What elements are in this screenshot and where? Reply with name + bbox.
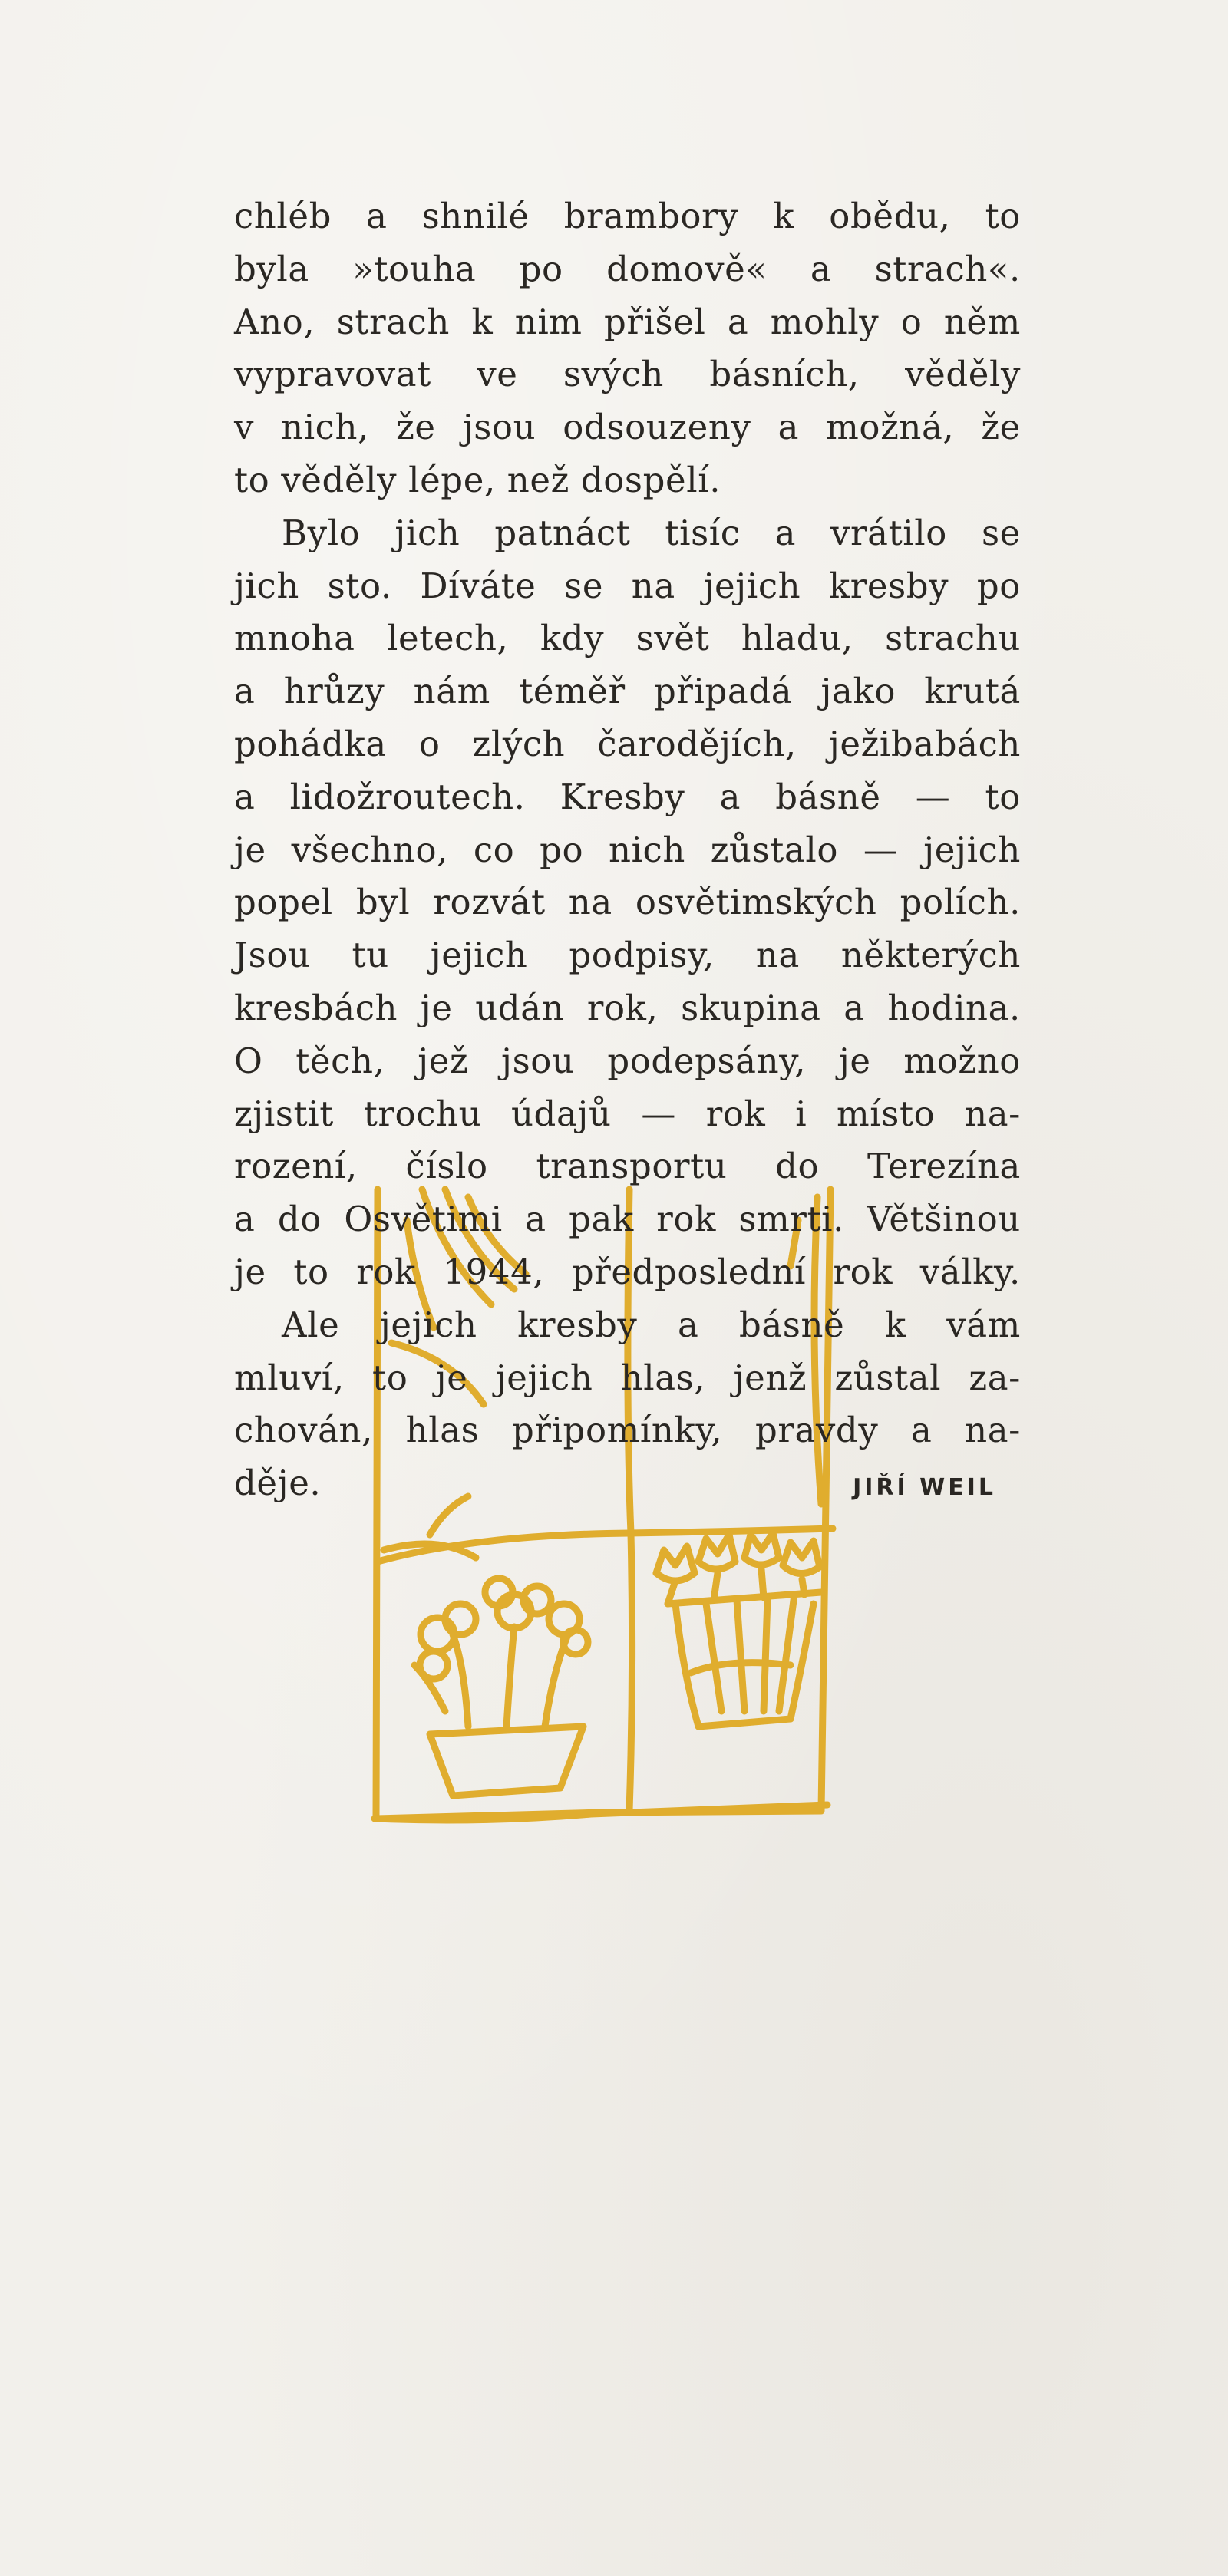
text-line (234, 454, 1021, 507)
word: věděly (905, 354, 1021, 395)
word: brambory (563, 196, 739, 236)
word: možno (903, 1040, 1021, 1081)
text-line (234, 1352, 1021, 1405)
word: těch, (295, 1040, 385, 1081)
word: byla (234, 248, 309, 289)
word: kresbách (234, 987, 398, 1028)
word: podpisy, (569, 935, 715, 976)
word: rok, (586, 987, 659, 1028)
word: kresby (517, 1304, 638, 1345)
word: O (234, 1040, 263, 1081)
word: připomínky, (512, 1410, 723, 1451)
text-line (234, 560, 1021, 613)
word: i (795, 1093, 807, 1134)
word: a (777, 407, 800, 448)
word: jich (234, 565, 299, 606)
text-line (234, 1088, 1021, 1141)
text-line (234, 507, 1021, 560)
word: osvětimských (635, 882, 877, 923)
word: pak (569, 1199, 634, 1240)
word: vám (946, 1304, 1021, 1345)
word: popel (234, 882, 333, 923)
word: chován, (234, 1410, 374, 1451)
word: a (525, 1199, 546, 1240)
word: připadá (654, 671, 793, 712)
text-line (234, 929, 1021, 982)
word: zjistit (234, 1093, 334, 1134)
word: básně (775, 776, 881, 817)
word: hodina. (887, 987, 1021, 1028)
word: Díváte (420, 565, 536, 606)
word: je (435, 1357, 468, 1398)
word: patnáct (494, 512, 631, 553)
word: jejich (703, 565, 801, 606)
word: domově« (606, 248, 768, 289)
word: téměř (519, 671, 626, 712)
word: jež (418, 1040, 469, 1081)
word: Ale (282, 1304, 340, 1345)
word: jejich (430, 935, 528, 976)
word: nim (514, 301, 583, 342)
word: lidožroutech. (289, 776, 526, 817)
text-line (234, 1140, 1021, 1193)
word: místo (837, 1093, 936, 1134)
word: jako (820, 671, 896, 712)
word: odsouzeny (563, 407, 751, 448)
word: je (234, 829, 266, 870)
word: se (981, 512, 1021, 553)
word: o (900, 301, 923, 342)
word: jsou (462, 407, 536, 448)
word: obědu, (829, 196, 951, 236)
word: smrti. (738, 1199, 845, 1240)
word: nám (413, 671, 490, 712)
word: předposlední (571, 1251, 806, 1292)
word: některých (840, 935, 1021, 976)
word: něm (943, 301, 1021, 342)
word: nich (608, 829, 685, 870)
word: hladu, (741, 618, 853, 659)
word: do (775, 1146, 820, 1187)
word: Ano, (234, 301, 315, 342)
word: a (719, 776, 741, 817)
word: byl (355, 882, 411, 923)
word: a (727, 301, 749, 342)
word: údajů (510, 1093, 612, 1134)
text-line (234, 718, 1021, 771)
word: zůstalo (710, 829, 839, 870)
word: za- (969, 1357, 1021, 1398)
word: a (677, 1304, 699, 1345)
word: tu (352, 935, 389, 976)
word: hrůzy (283, 671, 385, 712)
word: to (293, 1251, 329, 1292)
word: je (234, 1251, 266, 1292)
word: »touha (352, 248, 477, 289)
word: jejich (379, 1304, 477, 1345)
text-line (234, 771, 1021, 824)
word: rok (833, 1251, 893, 1292)
word: na (568, 882, 612, 923)
word: všechno, (291, 829, 449, 870)
word: to (985, 776, 1021, 817)
word: rozvát (433, 882, 546, 923)
word: možná, (826, 407, 955, 448)
word: rok (705, 1093, 766, 1134)
word: na (755, 935, 800, 976)
text-line (234, 665, 1021, 718)
text-line (234, 824, 1021, 877)
word: mohly (770, 301, 880, 342)
word: jejich (495, 1357, 593, 1398)
word: hlas, (620, 1357, 706, 1398)
word: rok (356, 1251, 416, 1292)
word: Kresby (560, 776, 685, 817)
word: čarodějích, (597, 723, 797, 764)
word: po (540, 829, 584, 870)
word: se (564, 565, 604, 606)
word: básních, (709, 354, 860, 395)
word: kresby (828, 565, 949, 606)
word: mnoha (234, 618, 355, 659)
word: letech, (387, 618, 509, 659)
word: svět (635, 618, 710, 659)
word: to (985, 196, 1021, 236)
word: Bylo (282, 512, 361, 553)
word: krutá (924, 671, 1021, 712)
word: na (631, 565, 675, 606)
word: transportu (536, 1146, 728, 1187)
word: rok (656, 1199, 716, 1240)
text-line (234, 1404, 1021, 1457)
word: svých (563, 354, 664, 395)
word: a (911, 1410, 933, 1451)
word: nich, (281, 407, 369, 448)
word: a (234, 776, 256, 817)
text-line (234, 401, 1021, 454)
text-line (234, 190, 1021, 243)
text-line (234, 1035, 1021, 1088)
word: k (471, 301, 494, 342)
word: strach«. (874, 248, 1021, 289)
word: jich (394, 512, 460, 553)
word: po (976, 565, 1021, 606)
text-line (234, 348, 1021, 401)
word: Jsou (234, 935, 311, 976)
word: pravdy (754, 1410, 879, 1451)
word: básně (738, 1304, 845, 1345)
word: rození, (234, 1146, 358, 1187)
word: a (366, 196, 388, 236)
text-line (234, 1299, 1021, 1352)
word: tisíc (665, 512, 741, 553)
word: do (277, 1199, 322, 1240)
word: skupina (681, 987, 821, 1028)
text-line (234, 612, 1021, 665)
text-line (234, 243, 1021, 296)
text-line (234, 982, 1021, 1035)
word: zlých (472, 723, 566, 764)
word: — (863, 829, 899, 870)
word: trochu (363, 1093, 482, 1134)
word: a (810, 248, 832, 289)
text-line (234, 1193, 1021, 1246)
text-line (234, 1246, 1021, 1299)
body-text (234, 190, 1021, 1510)
word: o (418, 723, 441, 764)
word: chléb (234, 196, 332, 236)
word: hlas (405, 1410, 480, 1451)
word: přišel (604, 301, 706, 342)
word: číslo (405, 1146, 488, 1187)
word: ve (477, 354, 518, 395)
word: že (981, 407, 1021, 448)
word: a (234, 1199, 256, 1240)
word: to (372, 1357, 408, 1398)
word: polích. (900, 882, 1021, 923)
word: vypravovat (234, 354, 431, 395)
word: — (915, 776, 951, 817)
word: co (473, 829, 515, 870)
word: děje. (234, 1463, 322, 1504)
text-line (234, 296, 1021, 349)
word: Osvětimi (344, 1199, 503, 1240)
word: na- (965, 1410, 1021, 1451)
word: a (843, 987, 865, 1028)
word: v (234, 407, 255, 448)
word: pohádka (234, 723, 387, 764)
word: to věděly lépe, než dospělí. (234, 459, 721, 500)
word: sto. (327, 565, 392, 606)
word: jsou (501, 1040, 575, 1081)
word: Většinou (867, 1199, 1021, 1240)
word: udán (475, 987, 565, 1028)
word: a (774, 512, 797, 553)
word: jejich (923, 829, 1021, 870)
author-signature: JIŘÍ WEIL (853, 1474, 996, 1502)
word: jenž (733, 1357, 807, 1398)
word: je (420, 987, 453, 1028)
word: 1944, (443, 1251, 545, 1292)
word: — (641, 1093, 676, 1134)
word: shnilé (421, 196, 530, 236)
word: války. (919, 1251, 1021, 1292)
word: mluví, (234, 1357, 345, 1398)
word: strach (336, 301, 451, 342)
word: na- (965, 1093, 1021, 1134)
word: po (519, 248, 563, 289)
word: strachu (885, 618, 1021, 659)
text-line (234, 876, 1021, 929)
word: kdy (540, 618, 605, 659)
word: ježibabách (828, 723, 1021, 764)
text-line-final (234, 1457, 1021, 1510)
word: je (838, 1040, 871, 1081)
word: Terezína (867, 1146, 1021, 1187)
word: k (773, 196, 795, 236)
word: zůstal (834, 1357, 942, 1398)
word: a (234, 671, 256, 712)
word: podepsány, (607, 1040, 807, 1081)
word: že (396, 407, 436, 448)
word: k (884, 1304, 906, 1345)
word: vrátilo (830, 512, 947, 553)
